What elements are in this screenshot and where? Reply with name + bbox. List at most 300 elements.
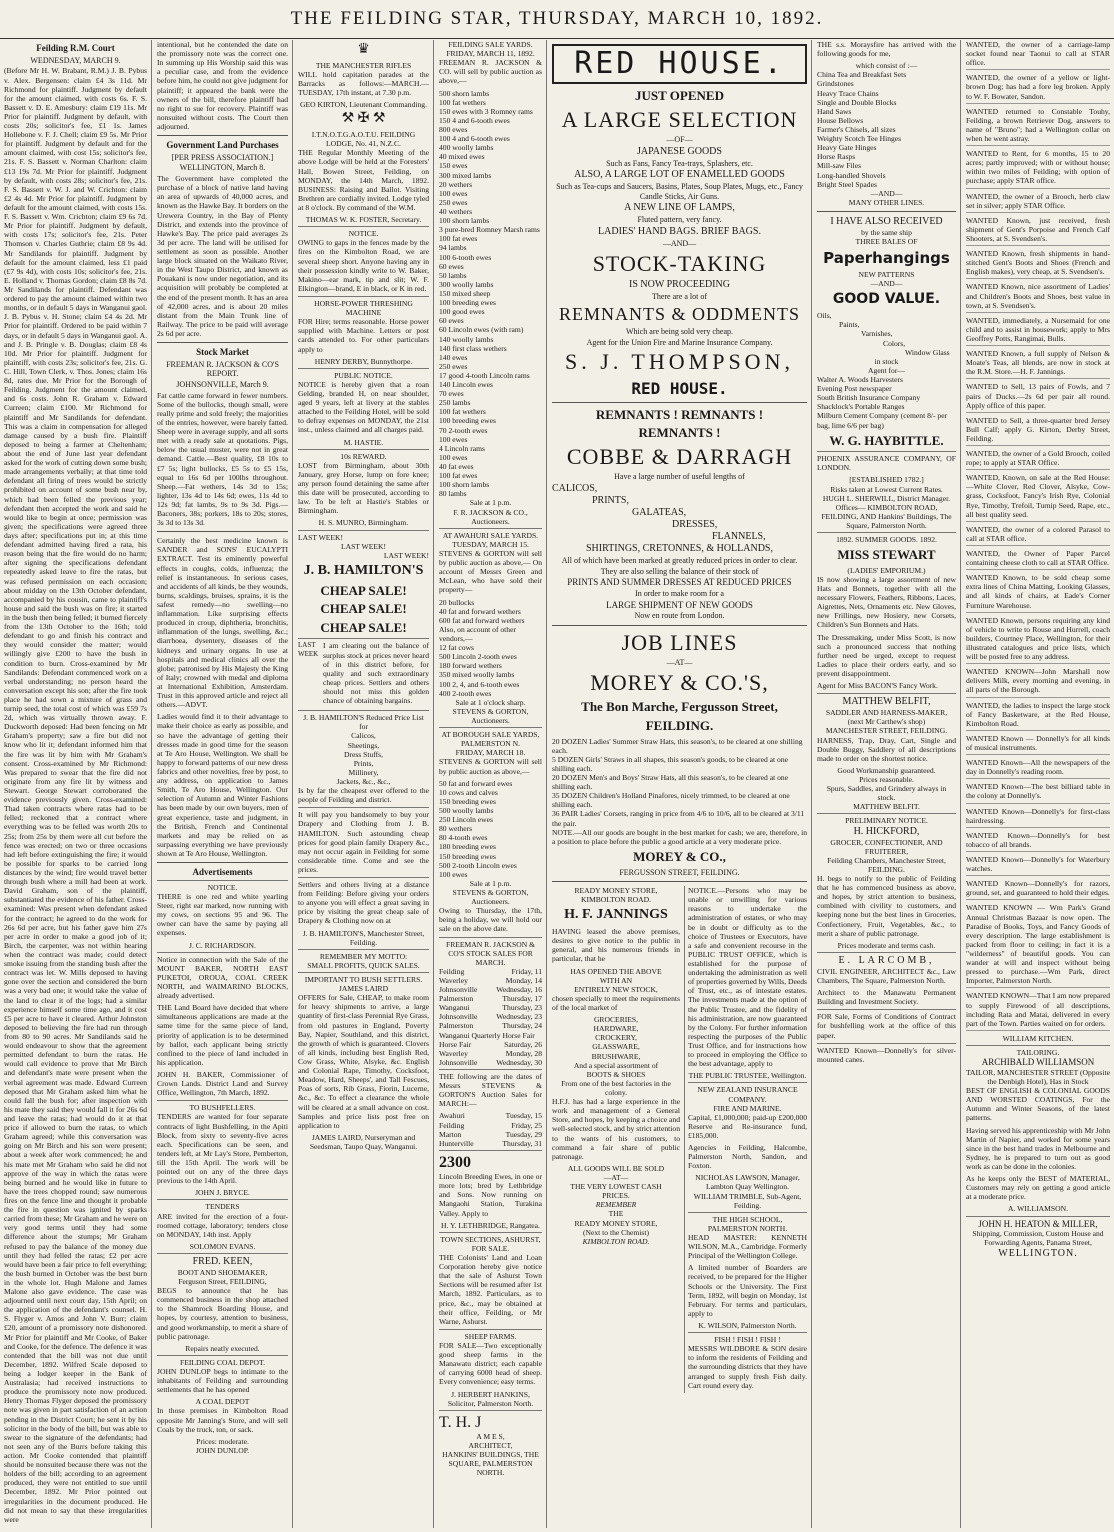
hickford-terms: Prices moderate and terms cash. [837, 940, 936, 950]
summer-year: 1892. SUMMER GOODS. 1892. [836, 535, 937, 545]
list-item: Evening Post newspaper [817, 384, 892, 394]
wanted-ad: WANTED, the owner of a colored Parasol to call at STAR office. [966, 525, 1110, 546]
masthead-title: THE FEILDING STAR, THURSDAY, MARCH 10, 1892. [290, 8, 824, 29]
wanted-canes: WANTED Known—Donnelly's for silver-mounted canes. [817, 1045, 956, 1064]
wanted-ad: WANTED, Known, on sale at the Red House:—White Clover, Red Clover, Alsyke, Cow-grass, Cocksfoot, Fancy's Irish Rye, Colonial Rye, Timothy, Trefoil, Turnip Seed, Rape, etc., all best quality seed. [966, 473, 1110, 522]
fabric-item: FLANNELS, [712, 531, 766, 543]
red-house-title: RED HOUSE. [552, 44, 807, 84]
stewart-name: MISS STEWART [837, 547, 936, 563]
list-item: 100 fat ewes [439, 471, 478, 481]
high-head: HEAD MASTER: KENNETH WILSON, M.A., Cambridge. Formerly Principal of the Wellington College. [688, 1233, 807, 1261]
list-item: 250 ewes [439, 361, 468, 371]
wanted-ad: WANTED, the Owner of Paper Parcel containing cheese cloth to call at STAR Office. [966, 549, 1110, 570]
public-sign: M. HASTIE. [343, 437, 384, 447]
list-item: 250 lambs [439, 398, 471, 408]
list-item: HARDWARE, [593, 1024, 639, 1034]
fabric-item: PRINTS, [592, 495, 629, 507]
jannings-ad [552, 886, 680, 1393]
lot-line: There are a lot of [651, 291, 708, 301]
town-title: TOWN SECTIONS, ASHURST, FOR SALE. [440, 1234, 541, 1253]
wanganui-quarterly: Wanganui Quarterly Horse Fair [439, 1030, 535, 1040]
jannings-name: H. F. JANNINGS [564, 907, 668, 923]
fixture-day: Thursday, 23 [502, 1003, 542, 1013]
list-item: Weighty Scotch Tee Hinges [817, 134, 902, 144]
fixture-row [439, 976, 542, 985]
borough-date: FRIDAY, MARCH 18. [455, 748, 526, 758]
oil-item: Window Glass [905, 347, 950, 357]
oil-item: Oils, [817, 311, 832, 321]
list-item: 70 2-tooth ewes [439, 425, 488, 435]
borough-title: AT BOROUGH SALE YARDS, PALMERSTON N. [441, 730, 540, 749]
cheap-sale-1: CHEAP SALE! [320, 582, 407, 598]
saddler: SADDLER AND HARNESS-MAKER, [825, 708, 948, 718]
remember-line: REMEMBER [595, 1200, 637, 1210]
heaton-name: JOHN H. HEATON & MILLER, [978, 1218, 1098, 1229]
the-line: THE [608, 1209, 624, 1219]
hfj-text: H.F.J. has had a large experience in the work and management of a General Store, and hopes, by keeping a choice and well-selected stock, and by strict attention to the wants of his customers, to command a fair share of public patronage. [552, 1097, 680, 1161]
list-item: 12 fat cows [439, 643, 475, 653]
clearing-text: I am clearing out the balance of surplus stock at prices never heard of in this district before, for quality and such extraordinary cheap prices. Settlers and others should not miss this golden chance of obtaining bargains. [323, 641, 429, 706]
land-heading: Government Land Purchases [166, 140, 279, 151]
thresh-text: FOR Hire; terms reasonable. Horse power supplied with Machine. Letters or post cards attended to. For other particulars apply to [298, 317, 429, 354]
agent-for: Agent for— [868, 365, 905, 375]
fixture-day: Friday, 25 [511, 1120, 542, 1130]
list-item: 4 Lincoln rams [439, 443, 485, 453]
list-item: Also, on account of other vendors,— [439, 624, 516, 643]
stock-text: Fat cattle came forward in fewer numbers. Some of the bullocks, though small, were really prime and sold freely; the majorities of the entries, however, were barely fatted. Sheep were in average supply, and all sorts met with a ready sale at quotations. Pigs, below the usual muster, were not in great demand. Cattle.—Best quality, £8 10s to £7 5s; light bullocks, £5 5s to £5 15s, equal to 16s 6d per 100lbs throughout. Sheep.—Fat wethers, 14s 3d to 15s; lighter, 13s 4d to 14s 6d; ewes, 11s 4d to 12s 9d; fat lambs, 9s to 9s 3d. Pigs.—Baconers, 38s; porkers, 18s to 20s; stores, 3s 3d to 13s 3d. [157, 390, 288, 528]
fixture-place: Waverley [439, 1048, 468, 1058]
larcomb-name: E. LARCOMB, [838, 954, 935, 966]
archibald-name: ARCHIBALD WILLIAMSON [981, 1057, 1095, 1068]
fabric-item: DRESSES, [672, 519, 718, 531]
list-item: 100 shorn lambs [439, 480, 490, 490]
fixture-place: Waverley [439, 975, 468, 985]
balance-line: They are also selling the balance of their stock of [600, 566, 759, 576]
high-text: A limited number of Boarders are received, to be prepared for the Higher Schools or the University. The First Term, 1892, will begin on Monday, 1st February. For terms and particulars, apply to [688, 1263, 807, 1318]
awahuri-title: AT AWAHURI SALE YARDS. [442, 530, 539, 540]
wanted-ad: WANTED Known, fresh shipments in hand-stitched Gent's Boots and Shoes (French and English makes), very cheap, at S. Svendsen's. [966, 249, 1110, 279]
wanted-ad: WANTED returned to Constable Touhy, Feilding, a brown Retriever Dog, answers to name of "Bruno"; had a Wellington collar on when he went astray. [966, 107, 1110, 146]
workmanship: Good Workmanship guaranteed. [837, 765, 936, 775]
lodge-text: THE Regular Monthly Meeting of the above Lodge will be held at the Foresters' Hall, Bowen Street, Feilding, on MONDAY, the 14th March, 1892. BUSINESS: Raising and Ballot. Visiting Brethren are cordially invited. Lodge tyled at 8 o'clock. By command of the W.M. [298, 148, 429, 213]
fixture-row [439, 1021, 542, 1030]
job-lines: JOB LINES [621, 630, 738, 656]
borough-list [439, 779, 542, 879]
price-item: Prints, [353, 758, 374, 768]
list-item: 150 breeding ewes [439, 796, 496, 806]
list-item: 180 forward wethers [439, 661, 502, 671]
list-item: 60 ewes [439, 261, 464, 271]
list-item: 150 ewes with 3 Romney rams [439, 106, 533, 116]
fixture-day: Wednesday, 30 [496, 1057, 542, 1067]
stock-sub: FREEMAN R. JACKSON & CO'S REPORT. [166, 359, 279, 379]
list-item: 400 2-tooth ewes [439, 688, 492, 698]
list-item: 140 first class wethers [439, 343, 507, 353]
sheep-sign: J. HERBERT HANKINS, Solicitor, Palmerston North. [447, 1389, 534, 1408]
list-item: 5 DOZEN Girls' Straws in all shapes, this season's goods, to be cleared at one shilling each. [552, 754, 788, 773]
court-date: WEDNESDAY, MARCH 9. [30, 55, 121, 65]
list-item: 40 wethers [439, 206, 473, 216]
keen-addr: Ferguson Street, FEILDING, [178, 1277, 267, 1287]
list-item: Bright Steel Spades [817, 179, 877, 189]
new-patterns: NEW PATTERNS [858, 270, 915, 280]
prints-line: PRINTS AND SUMMER DRESSES AT REDUCED PRICES [567, 577, 792, 588]
yards-sign: F. R. JACKSON & CO., Auctioneers. [453, 507, 528, 526]
has-opened: HAS OPENED THE ABOVE [570, 966, 662, 976]
list-item: 150 ewes [439, 161, 468, 171]
list-item: South British Insurance Company [817, 393, 921, 403]
list-item: 40 mixed ewes [439, 152, 485, 162]
with-an: WITH AN [599, 975, 633, 985]
wanted-ad: WANTED to Sell, a three-quarter bred Jersey Bull Calf; apply G. Kirton, Derby Street, Feilding. [966, 416, 1110, 446]
phoenix-est: [ESTABLISHED 1782.] [849, 475, 924, 485]
notice-title: NOTICE. [207, 882, 238, 892]
hamilton-name: J. B. HAMILTON'S [303, 562, 424, 578]
yards-title: FEILDING SALE YARDS. [448, 40, 533, 49]
land-source: [PER PRESS ASSOCIATION.] [171, 152, 274, 162]
list-item: 140 ewes [439, 352, 468, 362]
just-opened: JUST OPENED [635, 88, 724, 103]
same-ship: by the same ship [861, 227, 912, 237]
settlers-text: Settlers and others living at a distance from Feilding: Before giving your orders to anyone you will effect a great saving in price by visiting the great cheap sale of Drapery & Clothing now on at [298, 880, 429, 926]
yards-sale: Sale at 1 p.m. [469, 498, 512, 508]
borough-sign: STEVENS & GORTON, Auctioneers. [452, 887, 529, 907]
public-title: PUBLIC NOTICE. [334, 370, 393, 380]
thresh-sign: HENRY DERBY, Bunnythorpe. [314, 356, 413, 366]
entirely-new: ENTIRELY NEW STOCK, [574, 984, 658, 994]
bush-sign: JOHN J. BRYCE. [195, 1188, 250, 1198]
list-item: China Tea and Breakfast Sets [817, 70, 907, 80]
list-item: 400 woolly lambs [439, 143, 494, 153]
fixture-day: Wednesday, 23 [496, 1012, 542, 1022]
phoenix-risks: Risks taken at Lowest Current Rates. [830, 484, 943, 494]
list-item: 800 ewes [439, 124, 468, 134]
lodge-emblem-icon: ⚒ ✠ ⚒ [341, 111, 386, 127]
three-bales: THREE BALES OF [855, 237, 918, 247]
list-item: Milburn Cement Company (cement 8/- per bag, lime 6/6 per bag) [817, 411, 948, 430]
list-item: 20 DOZEN Men's and Boys' Straw Hats, all this season's, to be cleared at one shilling each. [552, 773, 789, 792]
moray-goods [817, 70, 956, 188]
ewes-text: Lincoln Breeding Ewes, in one or more lots; bred by Lethbridge and Sons. Now running on Mangaohi Station, Turakina Valley. Apply to [439, 1172, 542, 1218]
lodge-title: I.T.N.O.T.G.A.O.T.U. FEILDING LODGE, No. 41, N.Z.C. [311, 130, 416, 149]
hickford-name: H. HICKFORD, [853, 825, 920, 837]
prices-reasonable: Prices reasonable. [859, 774, 914, 784]
list-item: 100 breeding ewes [439, 298, 496, 308]
architect-addr: HANKINS' BUILDINGS, THE SQUARE, PALMERSTON NORTH. [442, 1450, 539, 1478]
column-3 [294, 40, 434, 1528]
chambers: Feilding Chambers, Manchester Street, FEILDING. [827, 855, 946, 874]
japanese-goods: JAPANESE GOODS [637, 145, 722, 157]
cheap-sale-2: CHEAP SALE! [320, 601, 407, 617]
fixture-place: Hunterville [439, 1138, 474, 1148]
notice2-title: NOTICE. [348, 229, 379, 239]
oil-item: Paints, [839, 320, 860, 330]
tenders-sign: SOLOMON EVANS. [189, 1241, 256, 1251]
stock-date: JOHNSONVILLE, March 9. [176, 380, 269, 390]
baker-sign: JOHN H. BAKER, Commissioner of Crown Lands. District Land and Survey Office, Wellington, 7th March, 1892. [157, 1069, 288, 1098]
awahuri-sign: STEVENS & GORTON, Auctioneers. [452, 706, 529, 725]
fixture-row [439, 1130, 542, 1139]
wanted-ad: WANTED, the ladies to inspect the large stock of Fancy Basketware, at the Red House, Kimbolton Road. [966, 701, 1110, 731]
rifles-title: THE MANCHESTER RIFLES [315, 60, 412, 70]
last-week-1: LAST WEEK! [298, 532, 344, 542]
wanted-ad: WANTED Known, nice assortment of Ladies' and Children's Boots and Shoes, best value in town, at S. Svendsen's. [966, 282, 1110, 312]
nzi-sub: FIRE AND MARINE. [713, 1103, 782, 1113]
at-line: —AT— [666, 658, 693, 668]
fixture-day: Thursday, 24 [502, 1021, 542, 1031]
price-items [298, 731, 429, 786]
land-date: WELLINGTON, March 8. [179, 163, 266, 173]
wanted-ad: WANTED Known — Donnelly's for all kinds of musical instruments. [966, 734, 1110, 755]
coal-sub: A COAL DEPOT [195, 1397, 250, 1407]
fixture-day: Thursday, 17 [502, 994, 542, 1004]
nzi-capital: Capital, £1,000,000; paid-up £200,000 Reserve and Re-insurance fund, £185,000. [688, 1112, 807, 1140]
list-item: 100 fat wethers [439, 407, 486, 417]
coal-text: JOHN DUNLOP begs to intimate to the inhabitants of Feilding and surrounding settlements that he has opened [157, 1367, 288, 1395]
keeps-text: As he keeps only the BEST of MATERIAL, Customers may rely on getting a good article at a moderate price. [966, 1174, 1110, 1202]
fixture-day: Monday, 28 [505, 1048, 542, 1058]
yards-date: FRIDAY, MARCH 11, 1892. [446, 49, 535, 59]
list-item: 70 ewes [439, 389, 464, 399]
gorton-list [439, 1111, 542, 1147]
kitchen-sign: WILLIAM KITCHEN. [1002, 1033, 1074, 1043]
agent-line: Agent for the Union Fire and Marine Insurance Company. [586, 337, 773, 347]
haybittle-name: W. G. HAYBITTLE. [829, 432, 944, 448]
borough-intro: STEVENS & GORTON will sell by public auction as above,— [439, 757, 542, 776]
awahuri-list [439, 598, 542, 698]
and-line: —AND— [662, 238, 697, 248]
motto-text: SMALL PROFITS, QUICK SALES. [307, 960, 420, 970]
bon-marche: The Bon Marche, Fergusson Street, [581, 699, 778, 715]
trust-column [684, 886, 807, 1393]
thompson-name: S. J. THOMPSON, [565, 349, 794, 375]
awahuri-date: TUESDAY, MARCH 15. [452, 539, 529, 549]
ads-heading: Advertisements [192, 867, 253, 878]
price-item: Dress Stuffs, [343, 749, 384, 759]
list-item: 100 ewes [439, 434, 468, 444]
wanted-list [966, 40, 1110, 1031]
list-item: 300 mixed lambs [439, 170, 492, 180]
fabric-item: GALATEAS, [632, 507, 687, 519]
list-item: Mill-saw Files [817, 161, 862, 171]
wanted-ad: WANTED Known, to be sold cheap some extra lines of China Matting, Looking Glasses, and all kinds of chairs, at Eade's Corner Furniture Warehouse. [966, 573, 1110, 612]
oil-item: Varnishes, [861, 329, 893, 339]
owing-text: Owing to Thursday, the 17th, being a holiday, we will hold our sale on the above date. [439, 906, 542, 934]
list-item: 100 fat ewes [439, 234, 478, 244]
list-item: 80 wethers [439, 824, 473, 834]
land-text: The Government have completed the purchase of a block of native land having an area of upwards of 40,000 acres, and known as the Hawke Bay. It borders on the Urewera Country, in the Bay of Plenty District, and extends into the province of Hawke's Bay. The price paid averages 2s 3d per acre. The land will be utilised for settlement as soon as possible. Another large block situated on the Waikato River, in the West Taupo District, and known as Pouakani is now under negotiation, and its acquisition will probably be completed at the end of the present month. It has an area of 42,000 acres, and is about 20 miles distant from the Main Trunk line of Railway. The price to be paid will average 2s 6d per acre. [157, 174, 288, 338]
list-item: 300 woolly lambs [439, 279, 494, 289]
fixture-place: Johnsonville [439, 1012, 478, 1022]
forms-text: FOR Sale, Forms of Conditions of Contract for bushfelling work at the office of this paper. [817, 1012, 956, 1040]
gorton-title: THE following are the dates of Messrs STEVENS & GORTON'S Auction Sales for MARCH:— [439, 1072, 542, 1109]
proceeding: IS NOW PROCEEDING [629, 278, 730, 290]
wanted-ad: WANTED KNOWN—That I am now prepared to supply Firewood of all descriptions, including Rata and Matai, delivered in every part of the Town. Parties waited on for orders. [966, 991, 1110, 1030]
belfit-name: MATTHEW BELFIT, [842, 696, 931, 708]
borough-sale: Sale at 1 p.m. [469, 878, 512, 888]
enamelled-items: Such as Tea-cups and Saucers, Basins, Plates, Soup Plates, Mugs, etc., Fancy Candle Sticks, Air Guns. [556, 182, 803, 201]
cash-line: ALL GOODS WILL BE SOLD [567, 1163, 665, 1173]
serving-text: Having served his apprenticeship with Mr John Martin of Napier, and worked for some years since in the best hand trades in Melbourne and Sydney, he is prepared to turn out as good work as can be done in the colonies. [966, 1125, 1110, 1171]
fixture-place: Feilding [439, 1120, 465, 1130]
room-line: In order to make room for a [635, 589, 724, 599]
job-items [552, 737, 807, 828]
chosen-text: chosen specially to meet the requirements of the local market of [552, 993, 680, 1012]
list-item: 100 ewes [439, 452, 468, 462]
remnants-line2: REMNANTS ! [638, 425, 721, 441]
fixtures-title: FREEMAN R. JACKSON & CO'S STOCK SALES FOR MARCH. [445, 939, 536, 967]
spurs: Spurs, Saddles, and Grindery always in stock. [826, 784, 947, 803]
list-item: 500 shorn lambs [439, 88, 490, 98]
repay-text: It will pay you handsomely to buy your Drapery and Clothing from J. B. HAMILTON. Such astounding cheap prices for good plain family Drapery &c., may not occur again in Feilding for some considerable time. Come and see the prices. [298, 810, 429, 874]
shipping: Shipping, Commission, Custom House and Forwarding Agents, Panama Street, [972, 1229, 1104, 1248]
goods-list [552, 1015, 680, 1061]
list-item: 50 fat and forward ewes [439, 778, 513, 788]
column-4b [548, 40, 812, 1528]
fixture-day: Tuesday, 29 [505, 1129, 542, 1139]
fish-text: MESSRS WILDBORE & SON desire to inform the residents of Feilding and the surrounding districts that they have arranged to supply fresh Fish daily. Cart round every day. [688, 1344, 807, 1390]
kimbolton-road-2: KIMBOLTON ROAD. [582, 1236, 650, 1246]
morey-name: MOREY & CO.'S, [590, 670, 769, 696]
list-item: Long-handled Shovels [817, 170, 886, 180]
and-line-3: —AND— [870, 188, 903, 198]
wanted-ad: WANTED KNOWN—John Marshall now delivers Milk, every morning and evening, in all parts of the Borough. [966, 667, 1110, 697]
list-item: 20 wethers [439, 179, 473, 189]
fixture-day: Monday, 14 [505, 975, 542, 985]
list-item: 3 pure-bred Romney Marsh rams [439, 225, 540, 235]
large-selection: A LARGE SELECTION [561, 106, 798, 132]
fixture-place: Wanganui [439, 1003, 470, 1013]
wanted-ad: WANTED Known—Donnelly's for Waterbury watches. [966, 855, 1110, 876]
list-item: BRUSHWARE, [591, 1051, 641, 1061]
remnants-line: REMNANTS ! REMNANTS ! [595, 406, 764, 422]
list-item: 150 mixed sheep [439, 288, 491, 298]
column-5 [813, 40, 961, 1528]
wanted-ad: WANTED, the owner of a yellow or light-brown Dog; has had a fore leg broken. Apply to W. F. Bowater, Sandon. [966, 73, 1110, 103]
list-item: 250 ewes [439, 197, 468, 207]
fixture-place: Awahuri [439, 1111, 465, 1121]
lodge-sign: THOMAS W. K. FOSTER, Secretary. [305, 215, 422, 225]
wanted-ad: WANTED Known—Donnelly's for razors, ground, set, and guaranteed to hold their edges. [966, 879, 1110, 900]
fixtures2-list [439, 1040, 542, 1067]
boots-intro: And a special assortment of [573, 1060, 659, 1070]
wanted-ad: WANTED to Sell, 13 pairs of Fowls, and 7 pairs of Ducks.—2s 6d per pair all round. Apply office of this paper. [966, 382, 1110, 412]
agencies-list [817, 375, 956, 430]
wanted-ad: WANTED, the owner of a carriage-lamp socket found near Taonui to call at STAR office. [966, 40, 1110, 70]
fixture-place: Marton [439, 1129, 462, 1139]
list-item: 50 lambs [439, 270, 467, 280]
yards-list [439, 89, 542, 499]
dress-text: The Dressmaking, under Miss Scott, is now such a pronounced success that nothing further need be urged, except to request Ladies to place their orders early, and so prevent disappointment. [817, 632, 956, 678]
column-1 [0, 40, 152, 1528]
reward-sign: H. S. MUNRO, Birmingham. [318, 518, 409, 528]
larcomb-text: Architect to the Manawatu Permanent Building and Investment Society. [817, 988, 956, 1007]
fabric-item: CALICOS, [552, 483, 598, 495]
tailor-addr: TAILOR, MANCHESTER STREET (Opposite the Denbigh Hotel), Has in Stock [966, 1067, 1110, 1086]
motto-title: REMEMBER MY MOTTO: [319, 951, 408, 961]
notice-text: THERE is one red and white yearling Steer, right ear marked, now running with my cows, on sections 95 and 96. The owner can have the same by paying all expenses. [157, 892, 288, 938]
price-text: Is by far the cheapest ever offered to the people of Feilding and district. [298, 786, 429, 805]
list-item: 180 breeding ewes [439, 842, 496, 852]
wanted-ad: WANTED, immediately, a Nursemaid for one child and to assist in housework; apply to Mrs Geoffrey Potts, Rangimai, Bulls. [966, 316, 1110, 346]
price-item: Jackets, &c., &c., [336, 776, 391, 786]
list-item: 40 fat and forward wethers [439, 606, 521, 616]
high-sign: K. WILSON, Palmerston North. [698, 1321, 797, 1331]
fabrics-list [552, 483, 807, 543]
fixture-day: Wednesday, 16 [496, 985, 542, 995]
notice-sign: J. C. RICHARDSON. [189, 940, 256, 950]
list-item: CROCKERY, [595, 1033, 637, 1043]
factories-line: From one of the best factories in the colony. [561, 1078, 671, 1097]
town-text: THE Colonists' Land and Loan Corporation hereby give notice that the sale of Ashurst Town Sections will be resumed after 1st March, 1892. Particulars, as to price, &c., may be obtained at their office, Feilding, or Mr Warne, Ashurst. [439, 1252, 542, 1326]
ewes-sign: H. Y. LETHBRIDGE, Rangatea. [441, 1220, 540, 1230]
of-line: —OF— [666, 134, 693, 144]
agent-bacon: Agent for Miss BACON'S Fancy Work. [817, 681, 938, 691]
high-title: THE HIGH SCHOOL, PALMERSTON NORTH. [707, 1214, 788, 1233]
list-item: 500 woolly lambs [439, 805, 494, 815]
wanted-ad: WANTED Known, just received, fresh shipment of Gent's Porpoise and French Calf Shooters, at S. Svendsen's. [966, 216, 1110, 246]
bush-text: TENDERS are wanted for four separate contracts of light Bushfelling, in the Apiti Block, from sixty to seventy-five acres each. Specifications can be seen, and tenders left, at Mr Lay's Store, Pemberton, till the 15th April. The work will be pointed out on any of the three days previous to the 14th April. [157, 1112, 288, 1186]
list-item: 80 lambs [439, 489, 467, 499]
wanted-ad: WANTED Known—Donnelly's for first-class hairdressing. [966, 807, 1110, 828]
list-item: 20 bullocks [439, 597, 475, 607]
lamps-sub: Fluted pattern, very fancy. [637, 215, 722, 225]
tenders-title: TENDERS [205, 1202, 240, 1212]
list-item: 60 Lincoln ewes (with ram) [439, 325, 524, 335]
prices-line: PRICES. [602, 1191, 630, 1201]
reward-title: 10s REWARD. [340, 451, 387, 461]
keen-name: FRED. KEEN, [192, 1255, 253, 1267]
fixture-row [439, 1121, 542, 1130]
best-goods: BEST OF ENGLISH & COLONIAL GOODS AND WORSTED COATINGS, For the Autumn and Winter Seasons, of the latest patterns. [966, 1086, 1110, 1123]
fish-title: FISH ! FISH ! FISH ! [714, 1335, 781, 1345]
wanted-ad: WANTED Known—Donnelly's for best tobacco of all brands. [966, 831, 1110, 852]
fixture-day: Friday, 11 [511, 966, 542, 976]
list-item: 150 4 and 6-tooth ewes [439, 115, 510, 125]
awahuri-sale: Sale at 1 o'clock sharp. [455, 697, 526, 707]
stock-heading: Stock Market [196, 347, 249, 358]
fixture-day: Saturday, 26 [504, 1039, 542, 1049]
masthead [0, 0, 1114, 39]
shirtings: SHIRTINGS, CRETONNES, & HOLLANDS, [585, 543, 773, 555]
fixtures-list [439, 967, 542, 1031]
column-2 [153, 40, 293, 1528]
bush-title: TO BUSHFELLERS. [189, 1103, 256, 1113]
at-line-2: —AT— [603, 1172, 629, 1182]
list-item: 80 4-tooth ewes [439, 833, 488, 843]
list-item: 100 ewes [439, 188, 468, 198]
mount-baker-text: Notice in connection with the Sale of the MOUNT BAKER, NORTH EAST PUKETOI, OROUA, COAL CREEK NORTH, and WAIMARINO BLOCKS, already advertised. [157, 954, 288, 1001]
coal-prices: Prices: moderate. [196, 1436, 249, 1446]
laird-sign: JAMES LAIRD, Nurseryman and Seedsman, Taupo Quay, Wanganui. [309, 1132, 418, 1151]
boots-line: BOOTS & SHOES [586, 1069, 646, 1079]
carthew: (next Mr Carthew's shop) [847, 717, 926, 727]
list-item: House Bellows [817, 115, 864, 125]
list-item: Farmer's Chisels, all sizes [817, 124, 896, 134]
list-item: Grindstones [817, 79, 854, 89]
list-item: 500 2-tooth Lincoln ewes [439, 860, 517, 870]
ewes-num: 2300 [439, 1153, 471, 1171]
morey-addr-2: FERGUSSON STREET, FEILDING. [619, 867, 740, 877]
list-item: GROCERIES, [593, 1015, 639, 1025]
court-text: (Before Mr H. W. Brabant, R.M.) J. B. Pybus v. Alex. Bergensen: claim £4 3s 11d. Mr Richmond for plaintiff. Judgment by default for the amount claimed, with costs 6s. F. S. Bassett v. D. E. Amesbury: claim £19 11s. Mr Prior for plaintiff. Judgment by default, with costs 20s; solicitor's fee, £1 1s. James Hollebone v. F. J. Chell; claim £9 5s. Mr Prior for plaintiff. Judgment by default and for the amount claimed, with cost 15s; solicitor's fee, 21s. F. S. Bassett v. Norman Charlton: claim £13 19s 7d. Mr Prior for plaintiff. Judgment by default, with costs 28s; solicitor's fee, 21s. F. S. Bassett v. W. J. and W. Crichton: claim £2 4s 4d. Mr Prior for plaintiff. Judgment by default for the amount claimed, with costs 15s. F. S. Bassett v. Wm. Crichton; claim £9 6s 7d. Mr Prior for plaintiff. Judgment by default, with costs 17s; solicitor's fee, 21s. Peter Thomson v. Charles Guthrie; claim £8 9s 4d. Mr Sandilands for plaintiff. Judgment by default for the amount claimed, less £1 paid (£7 9s 4d), with costs 10s; solicitor's fee, 21s. E. Holland v. Thomas Gordon; claim £8 8s 7d. Mr Sandilands for plaintiff. Defendant was ordered to pay the amount claimed within two months, or in default 5 days in Wanganui gaol. J. B. Pybus v. H. Stone; claim £4 4s 2d. Mr Prior for plaintiff. Ordered to be paid within 7 days, or in default 5 days in Wanganui gaol. A. and J. B. Pringle v. B. Douglas; claim £8 4s 10d. Mr Prior for plaintiff. Judgment for plaintiff, with costs 23s; solicitor's fee, 21s. G. C. Hill, Town Clerk, v. Thos. Jones; claim 16s 8d, rates due. Mr Prior for the Borough of Feilding. Judgment for the amount claimed, and 6s costs. John R. Graham v. Edward Curreen; claim £100. Mr Richmond for plaintiff and Mr Sandilands for defendant. This was a claim in compensation for alleged damage caused by a bush fire. Plaintiff deposed to being a farmer at Cheltenham; about the end of June last year defendant asked for the work of cutting down some bush; made arrangements verbally; at that time told defendant all firing of trees would be strictly prohibited on account of some bush near by, which had been felled the previous year; defendant then accepted the work and said he would like to begin at once; permission was given; the specifications were agreed three days after; specifications put in; at this time defendant admitted having fired a rata, his reason being that the fire would do no harm; after signing the specifications defendant repeatedly asked leave to fire the ratas, but was refused permission on each occasion; about midday on the 13th October defendant, accompanied by his cousin, came to plaintiff's house and said the bush was on fire; it started in the bush then being felled; it burned fiercely from the 13th October to the 16th; told defendant to go and finish his contract and they would consider the matter; would willingly give £200 to have the bush in condition to burn. Cross-examined by Mr Sandilands: Defendant commenced work on a verbal understanding; no person heard the conversation except his son; after the fire took place he had sown a mixture of grass and turnip seed, the total cost of which was £59 7s 2d, which was virtually thrown away. F. Duckworth deposed: Had been fencing on Mr Graham's property; saw a fire but did not know who lit it; defendant informed him that the fire was lit by him with Mr Graham's consent. Cross-examined by Mr Richmond: Was prepared to swear that the fire did not originate from any fire lit by witness and Stewart. George Stewart corroborated the evidence previously given. Cross-examined: Thad taken contracts where ratas had to be felled; reckoned that a contract where everything was to be felled was worth 20s to 25s; from 25s by them were all cut before the fence was erected; on two or three occasions had left before extinguishing the fire; it would be possible for sparks to be carried long distances by the wind; fire would travel better through bush where a mill had been at work. David Graham, son of the plaintiff, substantiated the evidence of his father. Cross-examined: Was present when defendant asked for the contract; he agreed to do the work for 26s 6d per acre, but his father gave him 27s per acre in order to make a good job of it; Birch, the carpenter, was not within hearing when the contract was made; could detect smoke issuing from the standing bush after the contract was let. W. Mills deposed to having gone over the section and considered the burn was a very bad one; it would take the value of the land to clear it of the logs; had a similar experience himself some time ago, and it cost £5 per acre to have it cleared. Arthur Johnston deposed to believing the fire had run through from 80 to 90 acres. Mr Sandilands said he would endeavour to show that the agreement permitted defendant to burn the ratas. He would call evidence to prove that Mr Birch and defendant's mate were present when the verbal agreement was made. Edward Curreen deposed that Mr Graham asked him what he could fall the bush for; after inspection with his mate they said they would fall it for 26s 6d and leave the ratas; had would do it at that price if allowed to burn the ratas, to which Graham agreed; while this conversation was going on Mr Birch and his son were present; about a week after work commenced; he and his mate met Mr Graham who said he did not approve of the way in which the ratas were being burned and he would like in future to have the trees chopped round; saw numerous fires on the fence line and thought it probable the fire in question was ignited by sparks carried from these; Mr Graham and he were on very good terms until they had some difference about the stumps; Mr Graham refused to pay the balance of the money due until they had felled the ratas; £2 per acre would have been a fair price to fell everything; the bush burned in October was the best burn in the whole lot. Hugh Malone and James Malone also gave evidence. The case was adjourned until next court day, 15th April; on the application of the defendant's counsel. H. S. Flyger v. Amos and John V. Burr; claim £20, amount of a promissory note dishonored. Mr Prior for plaintiff and Mr Cooke, of Baker and Cooke, for the defence. The defence it was contended that the bill was not due until December, 1892. Wilfred Scale deposed to being a lodger keeper in the Bank of Australasia; had received instructions to produce the promissory note now produced. Henry Thomas Flyger deposed the promissory note was given in part satisfaction of an action pending in the District Court; he sent it by his solicitor in the body of the bill, but was able to swear to the signature of the defendants; had not seen any of the Burrs before taking this action. Mr Cooke contended that plaintiff should be nonsuited because there was not the holders of the bill; according to an agreement produced, they were not entitled to sue until December, 1892. Mr Prior pointed out irregularities in the document produced. He did not mean to say that these irregularities were [4, 66, 147, 1524]
lamps-line: A NEW LINE OF LAMPS, [624, 202, 735, 214]
notice2-text: OWING to gaps in the fences made by the fires on the Kimbolton Road, we are several sheep short. Anyone having any in their possession kindly write to W. Baker, Makino—ear mark, tip and slit; W. F. Elkington—brand, E in black, or K in red. [298, 238, 429, 293]
list-item: 100 shorn lambs [439, 216, 490, 226]
phoenix-title: PHOENIX ASSURANCE COMPANY, OF LONDON. [817, 454, 956, 473]
sherwill: HUGH L. SHERWILL, District Manager. [822, 493, 951, 503]
keen-note: Repairs neatly executed. [185, 1343, 260, 1353]
